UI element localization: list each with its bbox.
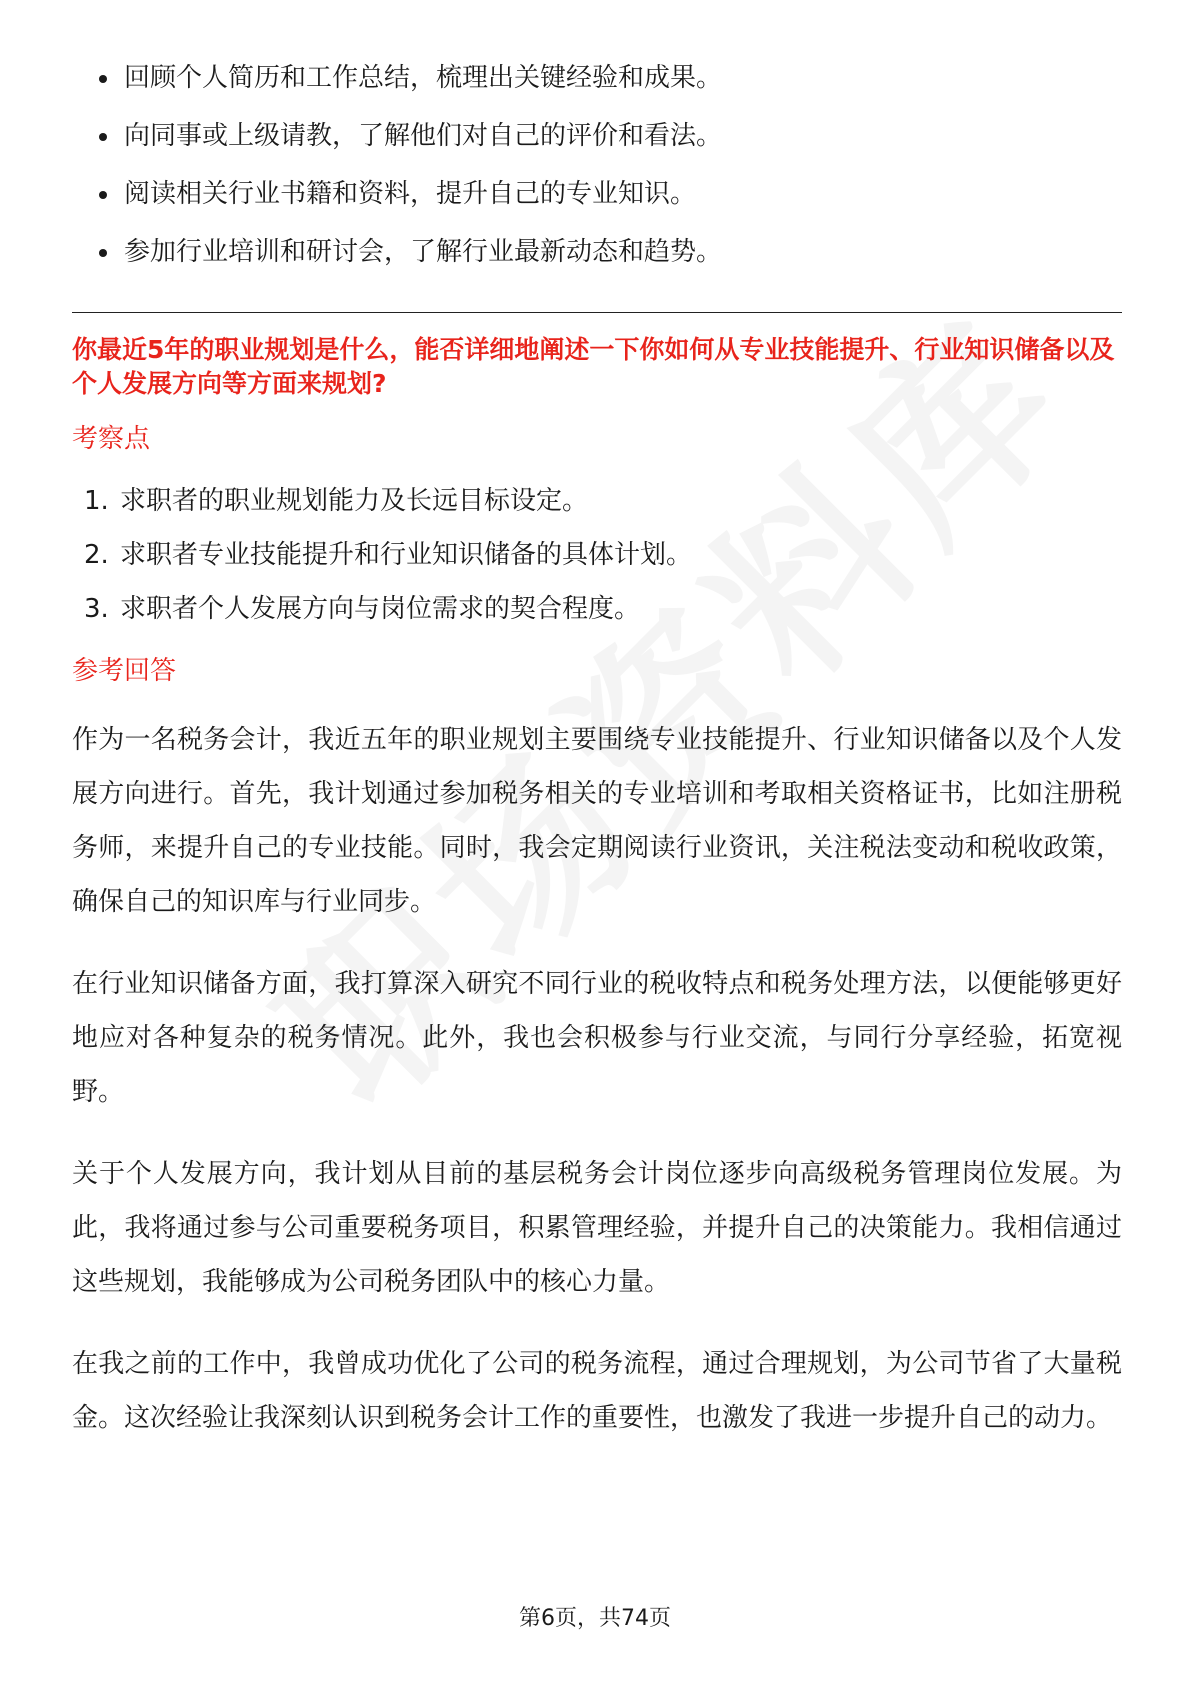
answer-paragraph: 作为一名税务会计，我近五年的职业规划主要围绕专业技能提升、行业知识储备以及个人发展方向进行。首先，我计划通过参加税务相关的专业培训和考取相关资格证书，比如注册税务师，来提升自己的专业技能。同时，我会定期阅读行业资讯，关注税法变动和税收政策，确保自己的知识库与行业同步。 <box>72 725 1122 917</box>
answer-paragraph: 在行业知识储备方面，我打算深入研究不同行业的税收特点和税务处理方法，以便能够更好地应对各种复杂的税务情况。此外，我也会积极参与行业交流，与同行分享经验，拓宽视野。 <box>72 969 1122 1107</box>
list-item: 阅读相关行业书籍和资料，提升自己的专业知识。 <box>72 176 1122 212</box>
list-item: 参加行业培训和研讨会，了解行业最新动态和趋势。 <box>72 234 1122 270</box>
exam-points-list <box>72 483 1122 627</box>
reference-answer-heading: 参考回答 <box>72 656 177 686</box>
answer-paragraph: 在我之前的工作中，我曾成功优化了公司的税务流程，通过合理规划，为公司节省了大量税金。这次经验让我深刻认识到税务会计工作的重要性，也激发了我进一步提升自己的动力。 <box>72 1349 1122 1433</box>
list-item-text: 求职者专业技能提升和行业知识储备的具体计划。 <box>120 540 693 570</box>
list-number: 2. <box>84 540 109 570</box>
list-item: 回顾个人简历和工作总结，梳理出关键经验和成果。 <box>72 60 1122 96</box>
prep-bullet-list <box>72 60 1122 270</box>
exam-points-heading: 考察点 <box>72 424 151 454</box>
list-item: 向同事或上级请教，了解他们对自己的评价和看法。 <box>72 118 1122 154</box>
section-divider <box>72 312 1122 313</box>
page-number: 第6页，共74页 <box>519 1606 671 1631</box>
list-item <box>72 591 1122 627</box>
interview-question: 你最近5年的职业规划是什么，能否详细地阐述一下你如何从专业技能提升、行业知识储备以及个人发展方向等方面来规划? <box>72 335 1115 398</box>
list-number: 3. <box>84 594 109 624</box>
list-item <box>72 483 1122 519</box>
list-item-text: 求职者的职业规划能力及长远目标设定。 <box>120 486 589 516</box>
list-number: 1. <box>84 486 109 516</box>
list-item-text: 求职者个人发展方向与岗位需求的契合程度。 <box>120 594 641 624</box>
page-content <box>72 60 1122 1445</box>
list-item <box>72 537 1122 573</box>
answer-paragraph: 关于个人发展方向，我计划从目前的基层税务会计岗位逐步向高级税务管理岗位发展。为此，我将通过参与公司重要税务项目，积累管理经验，并提升自己的决策能力。我相信通过这些规划，我能够成为公司税务团队中的核心力量。 <box>72 1159 1122 1297</box>
